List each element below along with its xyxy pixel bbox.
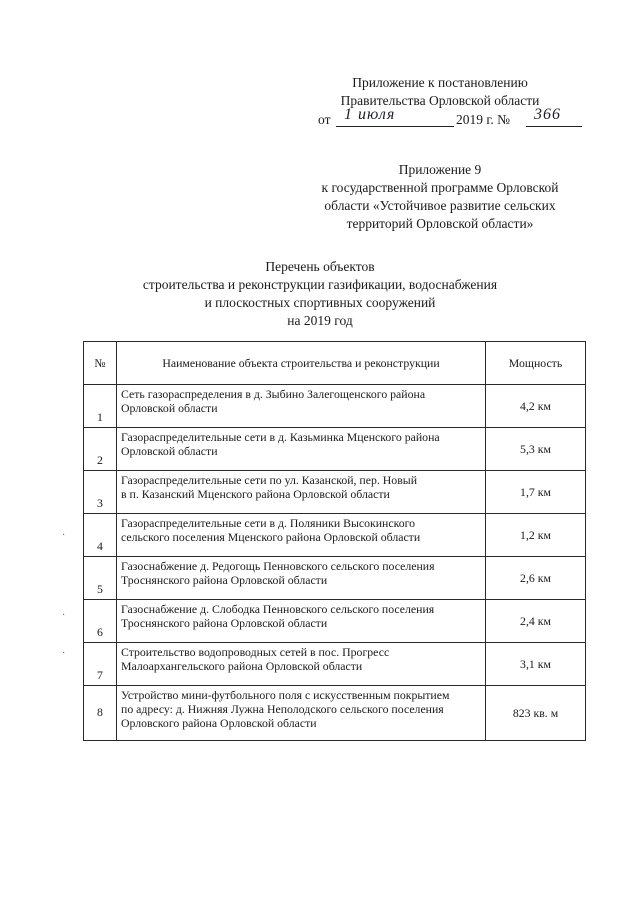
table-row: [84, 428, 586, 471]
row-capacity: 2,4 км: [486, 600, 586, 643]
row-capacity: 3,1 км: [486, 643, 586, 686]
name-line: Газораспределительные сети по ул. Казанской, пер. Новый: [121, 473, 418, 487]
name-line: Газораспределительные сети в д. Казьминка Мценского района: [121, 430, 440, 444]
row-number: 1: [84, 385, 117, 428]
row-number: 2: [84, 428, 117, 471]
row-object-name: [117, 686, 486, 741]
row-number: 5: [84, 557, 117, 600]
name-line: по адресу: д. Нижняя Лужна Неполодского сельского поселения: [121, 702, 444, 716]
row-object-name: [117, 471, 486, 514]
name-line: сельского поселения Мценского района Орловской области: [121, 530, 421, 544]
scan-speck: ·: [62, 610, 66, 621]
name-line: Газоснабжение д. Слободка Пенновского сельского поселения: [121, 602, 435, 616]
name-line: Сеть газораспределения в д. Зыбино Залегощенского района: [121, 387, 426, 401]
appendix-line-2: к государственной программе Орловской: [321, 180, 559, 195]
row-number: 4: [84, 514, 117, 557]
header-object-name: Наименование объекта строительства и реконструкции: [117, 342, 486, 385]
header-line-1: Приложение к постановлению: [352, 75, 528, 90]
scan-speck: ·: [62, 648, 66, 659]
row-capacity: 1,2 км: [486, 514, 586, 557]
appendix-line-3: области «Устойчивое развитие сельских: [324, 198, 556, 213]
table-row: [84, 600, 586, 643]
name-line: Газоснабжение д. Редогощь Пенновского сельского поселения: [121, 559, 435, 573]
table-row: [84, 686, 586, 741]
row-capacity: 4,2 км: [486, 385, 586, 428]
name-line: Малоархангельского района Орловской области: [121, 659, 363, 673]
header-number: №: [84, 342, 117, 385]
appendix-line-1: Приложение 9: [398, 162, 482, 177]
table-row: [84, 514, 586, 557]
title-line-3: и плоскостных спортивных сооружений: [204, 295, 436, 310]
date-underline: [336, 126, 454, 127]
name-line: Орловской области: [121, 401, 218, 415]
table-row: [84, 385, 586, 428]
title-line-1: Перечень объектов: [265, 259, 375, 274]
title-line-4: на 2019 год: [287, 313, 353, 328]
header-capacity: Мощность: [486, 342, 586, 385]
appendix-line-4: территорий Орловской области»: [346, 216, 534, 231]
row-object-name: [117, 643, 486, 686]
row-number: 6: [84, 600, 117, 643]
name-line: Газораспределительные сети в д. Поляники Высокинского: [121, 516, 416, 530]
name-line: Орловского района Орловской области: [121, 716, 317, 730]
row-object-name: [117, 428, 486, 471]
name-line: Строительство водопроводных сетей в пос. Прогресс: [121, 645, 390, 659]
scan-speck: ·: [62, 530, 66, 541]
table-header-row: [84, 342, 586, 385]
objects-table: [83, 341, 586, 741]
row-number: 7: [84, 643, 117, 686]
name-line: Устройство мини-футбольного поля с искусственным покрытием: [121, 688, 450, 702]
name-line: Троснянского района Орловской области: [121, 616, 328, 630]
row-capacity: 2,6 км: [486, 557, 586, 600]
header-date-line: [300, 106, 600, 130]
handwritten-number: 366: [534, 106, 561, 123]
row-capacity: 1,7 км: [486, 471, 586, 514]
row-object-name: [117, 514, 486, 557]
name-line: Орловской области: [121, 444, 218, 458]
date-prefix: от: [318, 112, 331, 127]
row-object-name: [117, 600, 486, 643]
row-object-name: [117, 385, 486, 428]
table-row: [84, 471, 586, 514]
row-number: 3: [84, 471, 117, 514]
row-capacity: 823 кв. м: [486, 686, 586, 741]
date-suffix: 2019 г. №: [456, 112, 511, 127]
table-row: [84, 643, 586, 686]
row-object-name: [117, 557, 486, 600]
name-line: Троснянского района Орловской области: [121, 573, 328, 587]
header-line-2: Правительства Орловской области: [340, 93, 540, 108]
title-line-2: строительства и реконструкции газификации, водоснабжения: [142, 277, 498, 292]
handwritten-date: 1 июля: [344, 106, 396, 123]
number-underline: [526, 126, 582, 127]
row-capacity: 5,3 км: [486, 428, 586, 471]
row-number: 8: [84, 686, 117, 741]
name-line: в п. Казанский Мценского района Орловской области: [121, 487, 390, 501]
table-row: [84, 557, 586, 600]
